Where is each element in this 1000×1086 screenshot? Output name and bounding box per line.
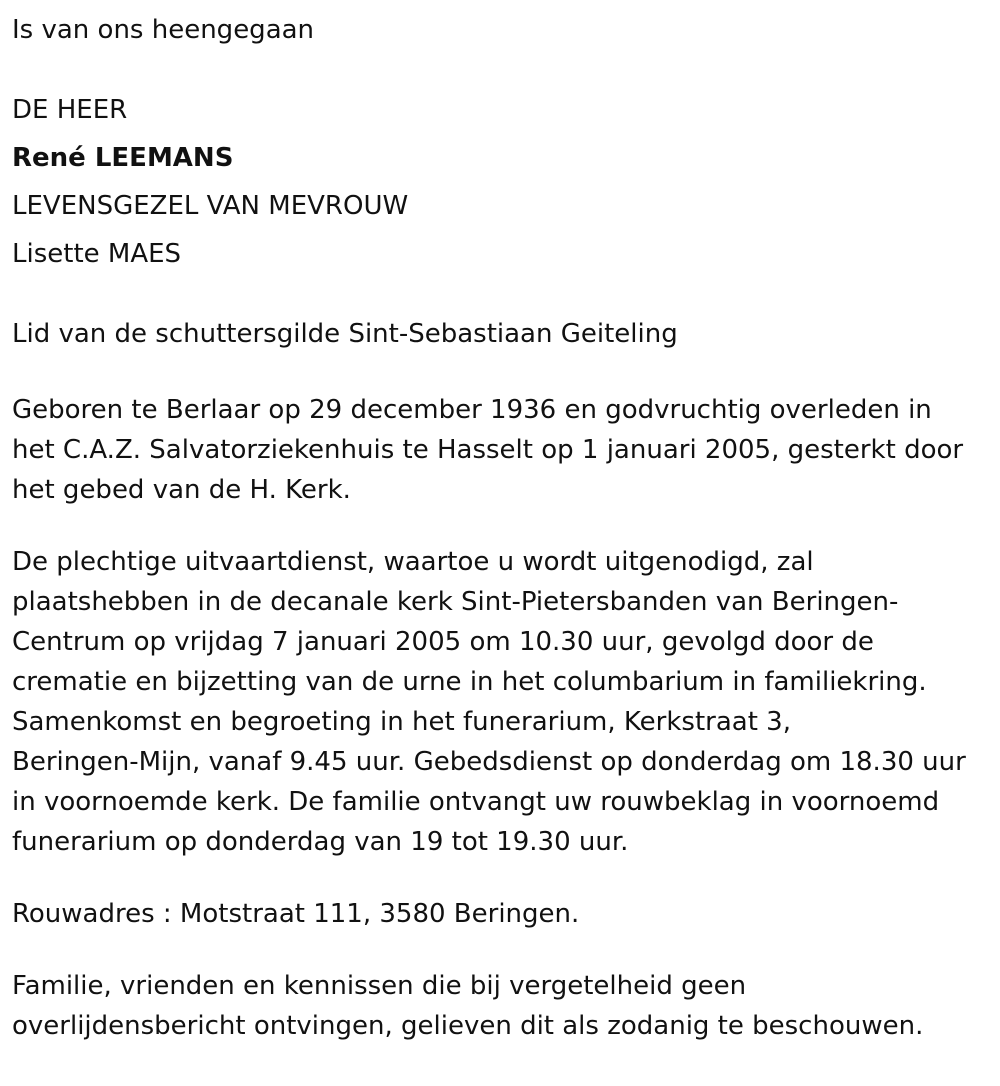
- partner-name: Lisette MAES: [12, 239, 182, 269]
- title-prefix: DE HEER: [12, 95, 128, 125]
- closing-paragraph: [12, 966, 988, 1046]
- spacer: [12, 54, 988, 86]
- spacer: [12, 862, 988, 894]
- deceased-name: René LEEMANS: [12, 143, 234, 173]
- spacer: [12, 358, 988, 390]
- paragraph-line: in voornoemde kerk. De familie ontvangt uw rouwbeklag in voornoemd: [12, 787, 940, 817]
- mourning-address: Rouwadres : Motstraat 111, 3580 Beringen.: [12, 899, 580, 929]
- spacer: [12, 510, 988, 542]
- membership-text: Lid van de schuttersgilde Sint-Sebastiaan Geiteling: [12, 319, 678, 349]
- paragraph-line: crematie en bijzetting van de urne in het columbarium in familiekring.: [12, 667, 927, 697]
- intro-text: Is van ons heengegaan: [12, 15, 315, 45]
- paragraph-line: De plechtige uitvaartdienst, waartoe u wordt uitgenodigd, zal: [12, 547, 814, 577]
- paragraph-line: Familie, vrienden en kennissen die bij vergetelheid geen: [12, 971, 747, 1001]
- relation-text: LEVENSGEZEL VAN MEVROUW: [12, 191, 409, 221]
- paragraph-line: Beringen-Mijn, vanaf 9.45 uur. Gebedsdienst op donderdag om 18.30 uur: [12, 747, 966, 777]
- spacer: [12, 278, 988, 310]
- paragraph-line: plaatshebben in de decanale kerk Sint-Pietersbanden van Beringen-: [12, 587, 899, 617]
- paragraph-line: het C.A.Z. Salvatorziekenhuis te Hasselt op 1 januari 2005, gesterkt door: [12, 435, 964, 465]
- birth-death-paragraph: [12, 390, 988, 510]
- paragraph-line: Centrum op vrijdag 7 januari 2005 om 10.30 uur, gevolgd door de: [12, 627, 874, 657]
- paragraph-line: funerarium op donderdag van 19 tot 19.30 uur.: [12, 827, 629, 857]
- paragraph-line: overlijdensbericht ontvingen, gelieven dit als zodanig te beschouwen.: [12, 1011, 924, 1041]
- spacer: [12, 934, 988, 966]
- funeral-paragraph: [12, 542, 988, 862]
- paragraph-line: het gebed van de H. Kerk.: [12, 475, 351, 505]
- paragraph-line: Samenkomst en begroeting in het funerarium, Kerkstraat 3,: [12, 707, 791, 737]
- paragraph-line: Geboren te Berlaar op 29 december 1936 en godvruchtig overleden in: [12, 395, 932, 425]
